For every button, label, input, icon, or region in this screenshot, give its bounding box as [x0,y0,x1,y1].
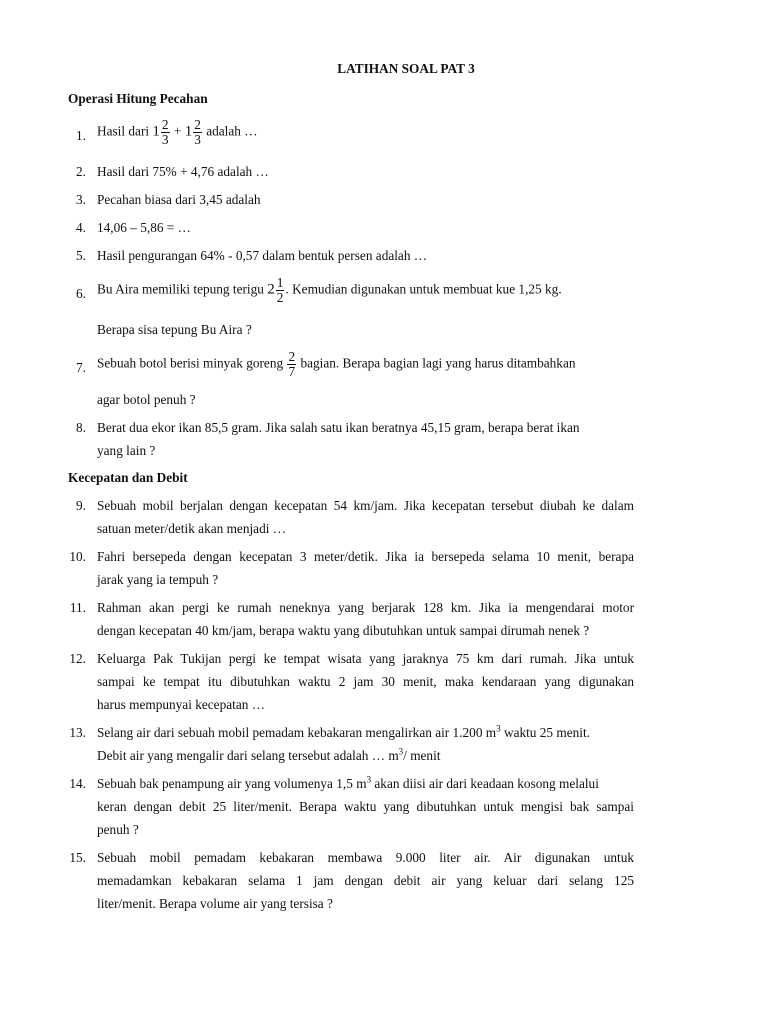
section-heading-speed-debit: Kecepatan dan Debit [68,470,188,485]
question-number: 15. [69,850,86,865]
question-text: Pecahan biasa dari 3,45 adalah [97,192,261,207]
superscript: 3 [366,774,372,785]
question-number: 10. [69,549,86,564]
question-text-line1: Keluarga Pak Tukijan pergi ke tempat wisata yang jaraknya 75 km dari rumah. Jika untuk [97,651,634,666]
document-page: LATIHAN SOAL PAT 3 Operasi Hitung Pecahan 1. Hasil dari 1 $\frac{2}{3}$ + 1 $\frac{2}{3}$ adalah … 2. Hasil dari 75% + 4,76 adalah … 3. Pecahan biasa dari 3,45 adalah 4. 14,06 – 5,86 = … 5. Hasil pengurangan 64% - 0,57 dalam bentuk persen adalah … 6. Bu Aira memiliki tepung terigu 2 $\frac{1}{2}$ . Kemudian digunakan untuk membuat kue 1,25 kg. Berapa sisa tepung Bu Aira ? 7. Sebuah botol berisi minyak goreng $\frac{2}{7}$ bagian. Berapa bagian lagi yang harus ditambahkan agar botol penuh ? 8. Berat dua ekor ikan 85,5 gram. Jika salah satu ikan beratnya 45,15 gram, berapa berat ikan yang lain ? Kecepatan dan Debit 9. Sebuah mobil berjalan dengan kecepatan 54 km/jam. Jika kecepatan tersebut diubah ke dalam satuan meter/detik akan menjadi … 10. Fahri bersepeda dengan kecepatan 3 meter/detik. Jika ia bersepeda selama 10 menit, berapa jarak yang ia tempuh ? 11. Rahman akan pergi ke rumah neneknya yang berjarak 128 km. Jika ia mengendarai motor dengan kecepatan 40 km/jam, berapa waktu yang dibutuhkan untuk sampai dirumah nenek ? 12. Keluarga Pak Tukijan pergi ke tempat wisata yang jaraknya 75 km dari rumah. Jika untuk sampai ke tempat itu dibutuhkan waktu 2 jam 30 menit, maka kendaraan yang digunakan harus mempunyai kecepatan … 13. Selang air dari sebuah mobil pemadam kebakaran mengalirkan air 1.200 $m^3$ waktu 25 menit. Debit air yang mengalir dari selang tersebut adalah … $m^3/$ menit 14. Sebuah bak penampung air yang volumenya 1,5 $m^3$ akan diisi air dari keadaan kosong melalui keran dengan debit 25 liter/menit. Berapa waktu yang dibutuhkan untuk mengisi bak sampai penuh ? 15. Sebuah mobil pemadam kebakaran membawa 9.000 liter air. Air digunakan untuk memadamkan kebakaran selama 1 jam dengan debit air yang keluar dari selang 125 liter/menit. Berapa volume air yang tersisa ? [0,0,768,1024]
question-text-line2: dengan kecepatan 40 km/jam, berapa waktu yang dibutuhkan untuk sampai dirumah nenek ? [97,623,590,638]
question-text: Hasil pengurangan 64% - 0,57 dalam bentuk persen adalah … [97,248,428,263]
section-heading-fractions: Operasi Hitung Pecahan [68,91,208,106]
question-number: 4. [76,220,86,235]
question-text: Hasil dari [97,123,150,139]
whole-number: 1 [152,123,160,140]
question-text-line1: Fahri bersepeda dengan kecepatan 3 meter/detik. Jika ia bersepeda selama 10 menit, berapa [97,549,634,564]
question-text-line1: Sebuah mobil berjalan dengan kecepatan 54 km/jam. Jika kecepatan tersebut diubah ke dalam [97,498,634,513]
fraction: $\frac{1}{2}$ [276,275,284,305]
question-text-line2: Berapa sisa tepung Bu Aira ? [97,322,252,337]
question-text: Bu Aira memiliki tepung terigu [97,281,264,297]
fraction: $\frac{2}{3}$ [194,117,201,147]
question-text-line2: Debit air yang mengalir dari selang tersebut adalah … m [97,748,399,763]
question-text: 14,06 – 5,86 = … [97,220,191,235]
question-text-line2: jarak yang ia tempuh ? [97,572,219,587]
question-number: 8. [76,420,86,435]
question-number: 2. [76,164,86,179]
question-number: 12. [69,651,86,666]
question-text-line2: sampai ke tempat itu dibutuhkan waktu 2 jam 30 menit, maka kendaraan yang digunakan [97,674,634,689]
question-text-line2: keran dengan debit 25 liter/menit. Berapa waktu yang dibutuhkan untuk mengisi bak sampai [97,799,634,814]
question-text-line2: agar botol penuh ? [97,392,196,407]
question-number: 13. [69,725,86,740]
question-text-line3: harus mempunyai kecepatan … [97,697,265,712]
question-text-end: . Kemudian digunakan untuk membuat kue 1,25 kg. [285,281,562,297]
question-number: 14. [69,776,86,791]
question-text-line2: yang lain ? [97,443,156,458]
question-text-line3: penuh ? [97,822,139,837]
question-number: 7. [76,360,86,375]
question-text-line1: Berat dua ekor ikan 85,5 gram. Jika salah satu ikan beratnya 45,15 gram, berapa berat ikan [97,420,580,435]
question-text-line2: satuan meter/detik akan menjadi … [97,521,287,536]
question-text-line1: Rahman akan pergi ke rumah neneknya yang berjarak 128 km. Jika ia mengendarai motor [97,600,634,615]
question-text-line1: Sebuah mobil pemadam kebakaran membawa 9.000 liter air. Air digunakan untuk [97,850,634,865]
question-text-line3: liter/menit. Berapa volume air yang tersisa ? [97,896,333,911]
fraction: $\frac{2}{3}$ [161,117,169,147]
question-text-end: adalah … [206,123,258,139]
question-number: 1. [76,128,86,143]
superscript: 3 [496,723,501,734]
question-text-line1: Sebuah bak penampung air yang volumenya 1,5 m [97,776,367,791]
question-number: 5. [76,248,86,263]
question-number: 6. [76,286,86,301]
operator: + [173,123,182,139]
question-text-line2: memadamkan kebakaran selama 1 jam dengan debit air yang keluar dari selang 125 [97,873,634,888]
question-text: Hasil dari 75% + 4,76 adalah … [97,164,269,179]
question-text: Sebuah botol berisi minyak goreng [97,355,284,371]
question-text-end: bagian. Berapa bagian lagi yang harus ditambahkan [300,355,576,371]
question-number: 3. [76,192,86,207]
question-number: 9. [76,498,86,513]
fraction: $\frac{2}{7}$ [288,349,296,379]
whole-number: 2 [267,281,275,298]
page-title: LATIHAN SOAL PAT 3 [337,61,475,76]
question-text-line1: Selang air dari sebuah mobil pemadam kebakaran mengalirkan air 1.200 m [97,725,497,740]
question-number: 11. [69,600,86,615]
superscript: 3 [398,746,404,757]
whole-number: 1 [184,123,193,140]
